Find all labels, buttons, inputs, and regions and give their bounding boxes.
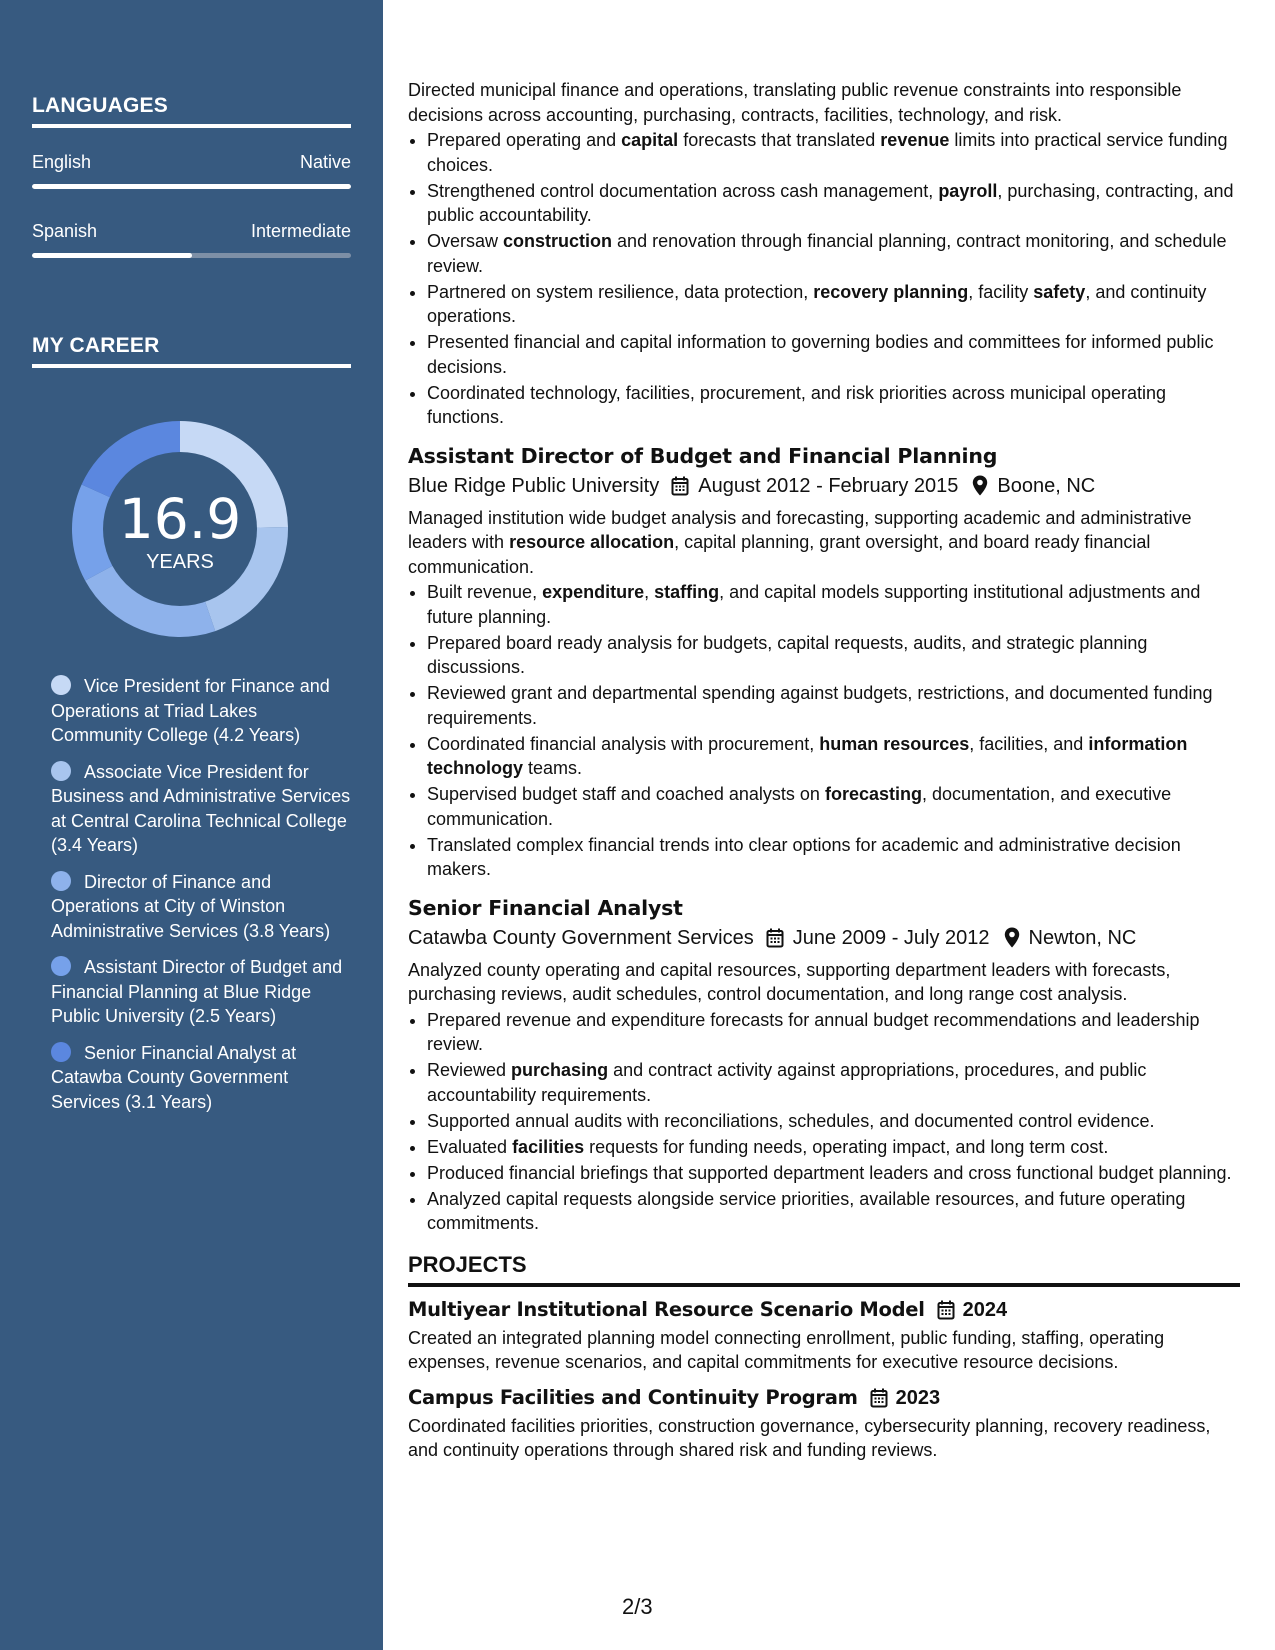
- bold-keyword: capital: [621, 130, 679, 150]
- bullet-item: • Reviewed grant and departmental spending against budgets, restrictions, and documented funding requirements.: [427, 681, 1240, 730]
- main-content: [408, 78, 1240, 1471]
- language-bar-fill: [32, 253, 192, 258]
- projects-heading: PROJECTS: [408, 1250, 1240, 1287]
- bullet-item: • Oversaw construction and renovation through financial planning, contract monitoring, and schedule review.: [427, 229, 1240, 278]
- language-name: Spanish: [32, 221, 98, 241]
- career-label: Vice President for Finance and Operations at Triad Lakes Community College (4.2 Years): [51, 676, 330, 745]
- project-title-row: [408, 1385, 1240, 1411]
- bold-keyword: purchasing: [511, 1060, 609, 1080]
- job-summary: Analyzed county operating and capital resources, supporting department leaders with forecasts, purchasing reviews, audit schedules, control documentation, and long range cost analysis.: [408, 959, 1171, 1004]
- bold-keyword: safety: [1033, 281, 1086, 302]
- job-location: Boone, NC: [997, 474, 1096, 497]
- job-location: Newton, NC: [1028, 926, 1137, 949]
- job-bullets: [408, 1008, 1240, 1236]
- job-title: Senior Financial Analyst: [408, 895, 683, 920]
- location-pin-icon: [972, 475, 988, 496]
- bullet-item: • Supervised budget staff and coached analysts on forecasting, documentation, and executive communication.: [427, 782, 1240, 831]
- career-list-item: [51, 870, 351, 944]
- bold-keyword: expenditure: [542, 582, 645, 602]
- career-label: Director of Finance and Operations at City of Winston Administrative Services (3.8 Years): [51, 871, 331, 941]
- bold-keyword: forecasting: [824, 784, 922, 804]
- career-label: Associate Vice President for Business and Administrative Services at Central Carolina Technical College (3.4 Years): [51, 761, 351, 855]
- bullet-item: • Built revenue, expenditure, staffing, and capital models supporting institutional adjustments and future planning.: [427, 580, 1240, 629]
- bullet-item: • Produced financial briefings that supported department leaders and cross functional budget planning.: [427, 1161, 1240, 1186]
- career-list-item: [51, 955, 351, 1029]
- bold-keyword: staffing: [654, 582, 720, 602]
- project-description: Coordinated facilities priorities, construction governance, cybersecurity planning, recovery readiness, and continuity operations through shared risk and funding reviews.: [408, 1415, 1211, 1460]
- job-meta: [408, 925, 1240, 951]
- career-list: [51, 674, 351, 1126]
- project-year: 2023: [895, 1386, 941, 1409]
- bullet-item: • Translated complex financial trends into clear options for academic and administrative decision makers.: [427, 833, 1240, 882]
- intro-section: [408, 78, 1240, 430]
- bullet-item: • Evaluated facilities requests for funding needs, operating impact, and long term cost.: [427, 1135, 1240, 1160]
- job-meta: [408, 473, 1240, 499]
- bullet-item: • Strengthened control documentation across cash management, payroll, purchasing, contracting, and public accountability.: [427, 179, 1240, 228]
- project-title: Multiyear Institutional Resource Scenario Model: [408, 1297, 925, 1321]
- job-organization: Blue Ridge Public University: [408, 474, 660, 497]
- bold-keyword: revenue: [880, 130, 950, 150]
- career-legend-dot: [51, 761, 71, 781]
- project-entry: [408, 1385, 1240, 1463]
- total-years-label: YEARS: [146, 551, 214, 573]
- job-dates: August 2012 - February 2015: [698, 474, 959, 497]
- career-heading: MY CAREER: [32, 334, 351, 368]
- career-legend-dot: [51, 956, 71, 976]
- languages-heading: LANGUAGES: [32, 94, 351, 128]
- bold-keyword: recovery planning: [813, 281, 969, 302]
- job-entry: [408, 443, 1240, 882]
- project-title-row: [408, 1297, 1240, 1323]
- project-year: 2024: [962, 1298, 1008, 1321]
- bullet-item: • Coordinated financial analysis with procurement, human resources, facilities, and information technology teams.: [427, 732, 1240, 781]
- career-donut-svg: [66, 415, 294, 643]
- language-bar-spanish: [32, 253, 351, 258]
- language-level: Native: [299, 152, 351, 172]
- calendar-icon: [766, 928, 784, 948]
- career-list-item: [51, 674, 351, 748]
- bullet-item: • Prepared operating and capital forecasts that translated revenue limits into practical service funding choices.: [427, 128, 1240, 177]
- bullet-item: • Prepared board ready analysis for budgets, capital requests, audits, and strategic planning discussions.: [427, 631, 1240, 680]
- career-list-item: [51, 1041, 351, 1115]
- language-name: English: [32, 152, 92, 172]
- language-bar-english: [32, 184, 351, 189]
- language-row-english: [32, 152, 351, 173]
- calendar-icon: [870, 1388, 888, 1408]
- bullet-item: • Analyzed capital requests alongside service priorities, available resources, and future operating commitments.: [427, 1187, 1240, 1236]
- career-legend-dot: [51, 871, 71, 891]
- bullet-item: • Supported annual audits with reconciliations, schedules, and documented control evidence.: [427, 1109, 1240, 1134]
- project-entry: [408, 1297, 1240, 1375]
- job-dates: June 2009 - July 2012: [792, 926, 990, 949]
- intro-summary: Directed municipal finance and operations, translating public revenue constraints into responsible decisions across accounting, purchasing, contracts, facilities, technology, and risk.: [408, 80, 1182, 125]
- job-title: Assistant Director of Budget and Financial Planning: [408, 443, 998, 468]
- bullet-item: • Coordinated technology, facilities, procurement, and risk priorities across municipal operating functions.: [427, 381, 1240, 430]
- language-level: Intermediate: [250, 221, 351, 241]
- job-bullets: [408, 580, 1240, 882]
- project-description: Created an integrated planning model connecting enrollment, public funding, staffing, operating expenses, revenue scenarios, and capital commitments for executive resource decisions.: [408, 1327, 1165, 1372]
- career-label: Senior Financial Analyst at Catawba County Government Services (3.1 Years): [51, 1042, 297, 1112]
- career-label: Assistant Director of Budget and Financial Planning at Blue Ridge Public University (2.5 Years): [51, 957, 343, 1026]
- intro-bullets: [408, 128, 1240, 430]
- page-number: 2/3: [622, 1594, 653, 1619]
- bullet-item: • Prepared revenue and expenditure forecasts for annual budget recommendations and leadership review.: [427, 1008, 1240, 1057]
- project-title: Campus Facilities and Continuity Program: [408, 1385, 858, 1409]
- career-legend-dot: [51, 675, 71, 695]
- sidebar: [0, 0, 383, 1650]
- location-pin-icon: [1004, 927, 1020, 948]
- bold-keyword: construction: [503, 231, 613, 251]
- bullet-item: • Reviewed purchasing and contract activity against appropriations, procedures, and public accountability requirements.: [427, 1058, 1240, 1107]
- bold-keyword: facilities: [512, 1136, 585, 1157]
- bold-keyword: payroll: [938, 180, 998, 201]
- calendar-icon: [671, 476, 689, 496]
- career-donut-chart: [66, 415, 294, 643]
- bullet-item: • Partnered on system resilience, data protection, recovery planning, facility safety, and continuity operations.: [427, 280, 1240, 329]
- bold-keyword: resource allocation: [509, 532, 675, 552]
- job-summary: Managed institution wide budget analysis and forecasting, supporting academic and administrative leaders with resource allocation, capital planning, grant oversight, and board ready financial communication.: [408, 507, 1192, 577]
- calendar-icon: [937, 1300, 955, 1320]
- language-bar-fill: [32, 184, 351, 189]
- career-legend-dot: [51, 1042, 71, 1062]
- language-row-spanish: [32, 221, 351, 242]
- bold-keyword: information technology: [427, 733, 1188, 778]
- bold-keyword: human resources: [819, 733, 970, 754]
- job-entry: [408, 895, 1240, 1236]
- career-list-item: [51, 760, 351, 858]
- job-organization: Catawba County Government Services: [408, 926, 754, 949]
- bullet-item: • Presented financial and capital information to governing bodies and committees for informed public decisions.: [427, 330, 1240, 379]
- total-years-value: 16.9: [118, 487, 242, 551]
